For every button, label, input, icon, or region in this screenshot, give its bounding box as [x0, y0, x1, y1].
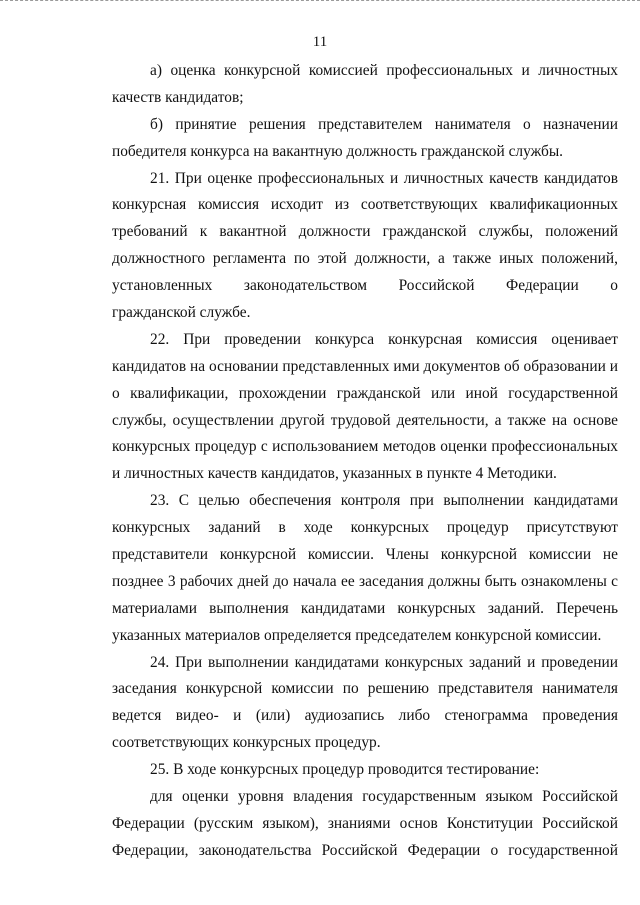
paragraph-8-line-1: для оценки уровня владения государственным языком Российской	[150, 788, 618, 806]
paragraph-1-line-1: а) оценка конкурсной комиссией профессиональных и личностных	[150, 62, 618, 79]
paragraph-4-line-4: службы, осуществлении другой трудовой деятельности, а также на основе	[112, 411, 618, 429]
paragraph-8-line-2: Федерации (русским языком), знаниями основ Конституции Российской	[112, 814, 618, 832]
paragraph-6-line-4: соответствующих конкурсных процедур.	[112, 734, 381, 752]
paragraph-7-line-1: 25. В ходе конкурсных процедур проводится тестирование:	[150, 761, 540, 779]
paragraph-5-line-6: указанных материалов определяется председателем конкурсной комиссии.	[112, 626, 602, 644]
paragraph-5-line-4: позднее 3 рабочих дней до начала ее заседания должны быть ознакомлены с	[112, 572, 618, 590]
document-body	[112, 58, 618, 865]
paragraph-5-line-1: 23. С целью обеспечения контроля при выполнении кандидатами	[150, 492, 618, 510]
paragraph-2-line-1: б) принятие решения представителем нанимателя о назначении	[150, 115, 618, 133]
paragraph-1-line-2: качеств кандидатов;	[112, 88, 244, 106]
scan-top-edge	[0, 0, 640, 3]
paragraph-8-line-3: Федерации, законодательства Российской Федерации о государственной	[112, 841, 618, 859]
paragraph-6-line-2: заседания конкурсной комиссии по решению представителя нанимателя	[112, 680, 618, 698]
paragraph-3-line-3: требований к вакантной должности гражданской службы, положений	[112, 223, 618, 241]
paragraph-4-line-6: и личностных качеств кандидатов, указанных в пункте 4 Методики.	[112, 465, 557, 483]
paragraph-3-line-6: гражданской службе.	[112, 304, 251, 322]
paragraph-6-line-1: 24. При выполнении кандидатами конкурсных заданий и проведении	[150, 653, 618, 671]
page-number: 11	[312, 34, 328, 50]
paragraph-3-line-2: конкурсная комиссия исходит из соответствующих квалификационных	[112, 196, 618, 214]
paragraph-4-line-5: конкурсных процедур с использованием методов оценки профессиональных	[112, 438, 618, 456]
paragraph-4-line-3: о квалификации, прохождении гражданской или иной государственной	[112, 384, 618, 402]
paragraph-2-line-2: победителя конкурса на вакантную должность гражданской службы.	[112, 142, 564, 160]
paragraph-4-line-2: кандидатов на основании представленных ими документов об образовании и	[112, 357, 618, 375]
paragraph-6-line-3: ведется видео- и (или) аудиозапись либо стенограмма проведения	[112, 707, 618, 725]
paragraph-3-line-1: 21. При оценке профессиональных и личностных качеств кандидатов	[150, 169, 618, 187]
paragraph-5-line-2: конкурсных заданий в ходе конкурсных процедур присутствуют	[112, 519, 618, 537]
paragraph-4-line-1: 22. При проведении конкурса конкурсная комиссия оценивает	[150, 330, 618, 348]
paragraph-5-line-3: представители конкурсной комиссии. Члены конкурсной комиссии не	[112, 546, 618, 564]
paragraph-3-line-5: установленных законодательством Российской Федерации о	[112, 277, 618, 295]
paragraph-3-line-4: должностного регламента по этой должности, а также иных положений,	[112, 250, 618, 268]
paragraph-5-line-5: материалами выполнения кандидатами конкурсных заданий. Перечень	[112, 599, 618, 617]
